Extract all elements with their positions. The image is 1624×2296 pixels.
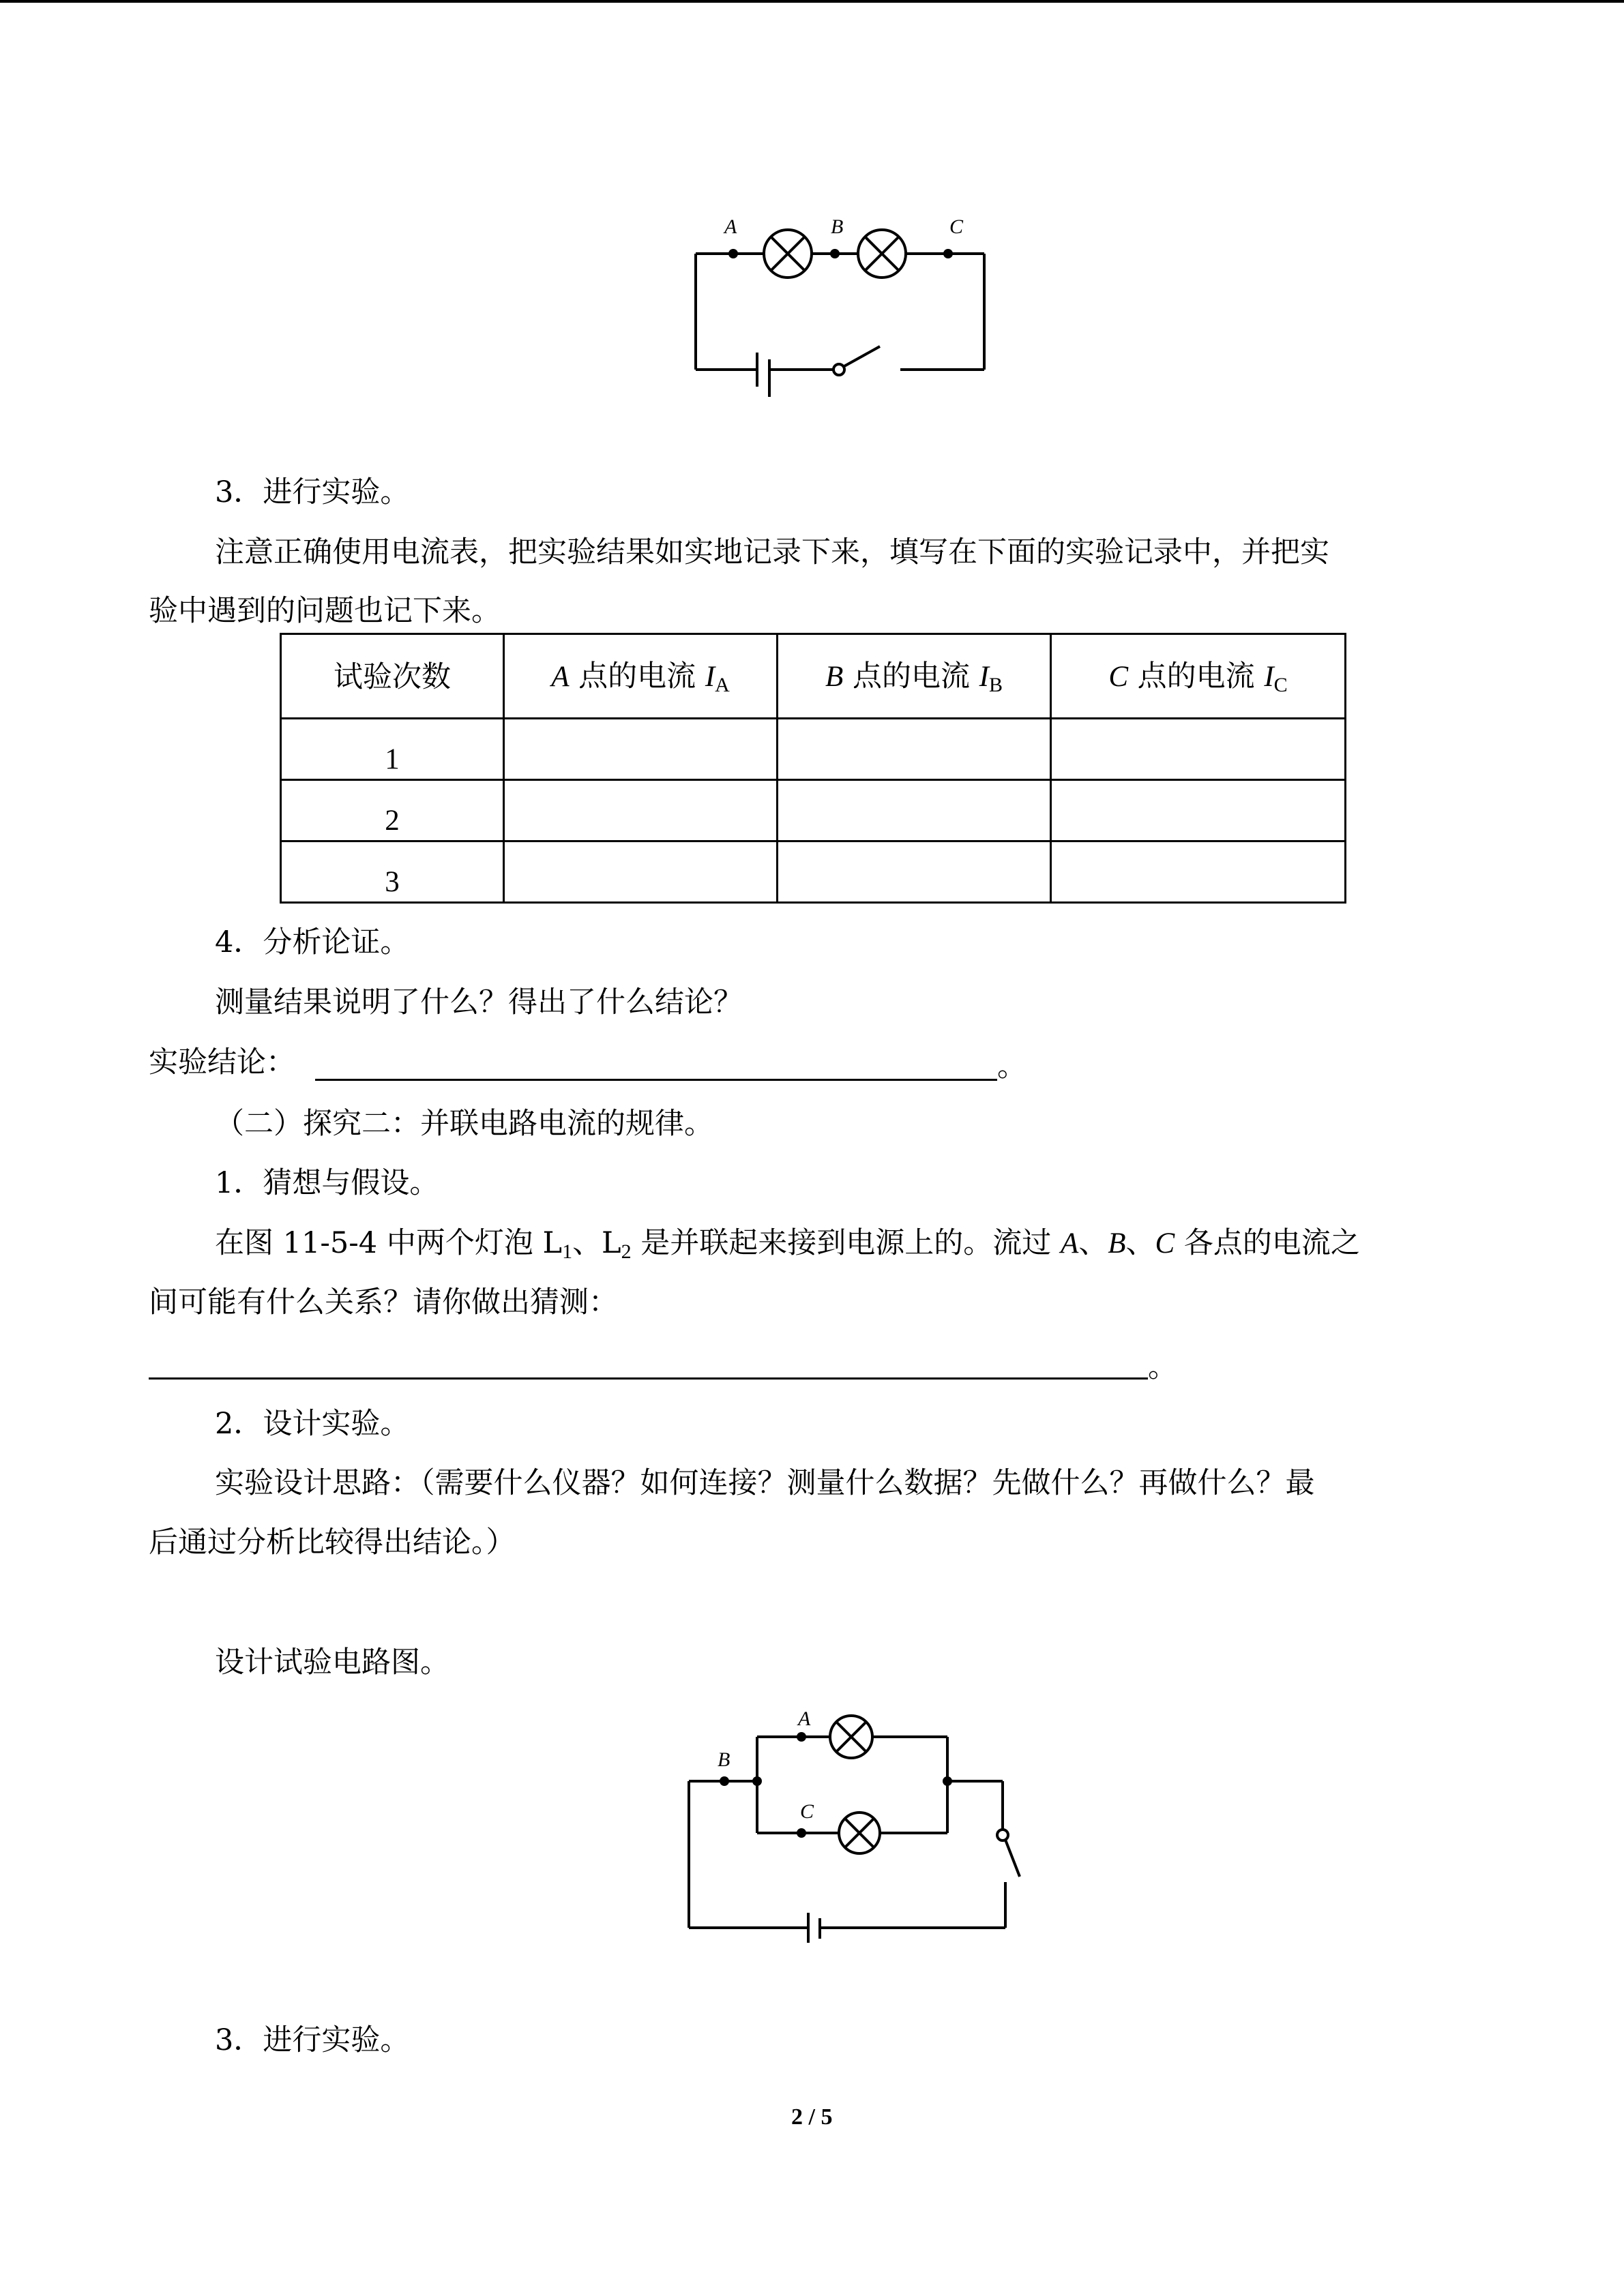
junction-left-dot bbox=[752, 1776, 762, 1786]
cell-ib[interactable] bbox=[778, 780, 1051, 841]
cell-ic[interactable] bbox=[1051, 719, 1346, 780]
hypothesis-line1: 在图 11-5-4 中两个灯泡 $L_1$、$L_2$ 是并联起来接到电源上的。流过 A、B、C 各点的电流之 bbox=[215, 1226, 1360, 1263]
conclusion-label: 实验结论： bbox=[149, 1045, 295, 1079]
page-top-border bbox=[0, 0, 1624, 3]
label-c: C bbox=[800, 1800, 814, 1823]
design-line2: 后通过分析比较得出结论。） bbox=[149, 1525, 516, 1560]
hypothesis-line2: 间可能有什么关系？请你做出猜测： bbox=[149, 1285, 618, 1320]
parallel-circuit-diagram bbox=[675, 1705, 1044, 1950]
cell-ib[interactable] bbox=[778, 719, 1051, 780]
label-b: B bbox=[718, 1748, 730, 1771]
trial-number: 3 bbox=[281, 841, 504, 903]
cell-ic[interactable] bbox=[1051, 841, 1346, 903]
table-row bbox=[281, 780, 1346, 841]
table-row bbox=[281, 719, 1346, 780]
step3-paragraph-line2: 验中遇到的问题也记下来。 bbox=[149, 594, 501, 628]
step3-heading: 3．进行实验。 bbox=[215, 475, 410, 509]
cell-ia[interactable] bbox=[504, 841, 778, 903]
header-current-a: A 点的电流 $I_A$ bbox=[504, 634, 778, 719]
point-c-dot bbox=[797, 1828, 806, 1838]
point-a-dot bbox=[797, 1732, 806, 1742]
label-c: C bbox=[949, 215, 964, 238]
junction-right-dot bbox=[943, 1776, 952, 1786]
label-b: B bbox=[831, 215, 844, 238]
page-number: 2 / 5 bbox=[791, 2104, 833, 2130]
point-c-dot bbox=[943, 249, 953, 258]
experiment-record-table bbox=[280, 633, 1346, 904]
conclusion-end: 。 bbox=[997, 1049, 1027, 1084]
step3-paragraph-line1: 注意正确使用电流表，把实验结果如实地记录下来，填写在下面的实验记录中，并把实 bbox=[215, 535, 1329, 569]
hypothesis-end: 。 bbox=[1148, 1350, 1177, 1384]
section2-step1-heading: 1．猜想与假设。 bbox=[215, 1166, 439, 1200]
diagram-caption: 设计试验电路图。 bbox=[215, 1645, 449, 1680]
cell-ic[interactable] bbox=[1051, 780, 1346, 841]
point-a-dot bbox=[728, 249, 738, 258]
point-b-dot bbox=[830, 249, 840, 258]
design-line1: 实验设计思路：（需要什么仪器？如何连接？测量什么数据？先做什么？再做什么？最 bbox=[215, 1466, 1315, 1500]
section2-title: （二）探究二：并联电路电流的规律。 bbox=[215, 1107, 713, 1141]
conclusion-blank[interactable] bbox=[315, 1079, 997, 1081]
label-a: A bbox=[724, 215, 737, 238]
trial-number: 2 bbox=[281, 780, 504, 841]
cell-ib[interactable] bbox=[778, 841, 1051, 903]
label-a: A bbox=[798, 1708, 811, 1730]
section2-step3-heading: 3．进行实验。 bbox=[215, 2023, 410, 2057]
hypothesis-blank[interactable] bbox=[149, 1377, 1148, 1380]
cell-ia[interactable] bbox=[504, 780, 778, 841]
section2-step2-heading: 2．设计实验。 bbox=[215, 1407, 410, 1441]
table-header-row bbox=[281, 634, 1346, 719]
point-b-dot bbox=[720, 1776, 729, 1786]
header-current-c: C 点的电流 $I_C$ bbox=[1051, 634, 1346, 719]
header-trial-count: 试验次数 bbox=[281, 634, 504, 719]
step4-heading: 4．分析论证。 bbox=[215, 925, 410, 959]
series-circuit-diagram bbox=[682, 211, 1003, 409]
cell-ia[interactable] bbox=[504, 719, 778, 780]
table-row bbox=[281, 841, 1346, 903]
trial-number: 1 bbox=[281, 719, 504, 780]
analysis-question: 测量结果说明了什么？得出了什么结论？ bbox=[215, 985, 743, 1019]
header-current-b: B 点的电流 $I_B$ bbox=[778, 634, 1051, 719]
